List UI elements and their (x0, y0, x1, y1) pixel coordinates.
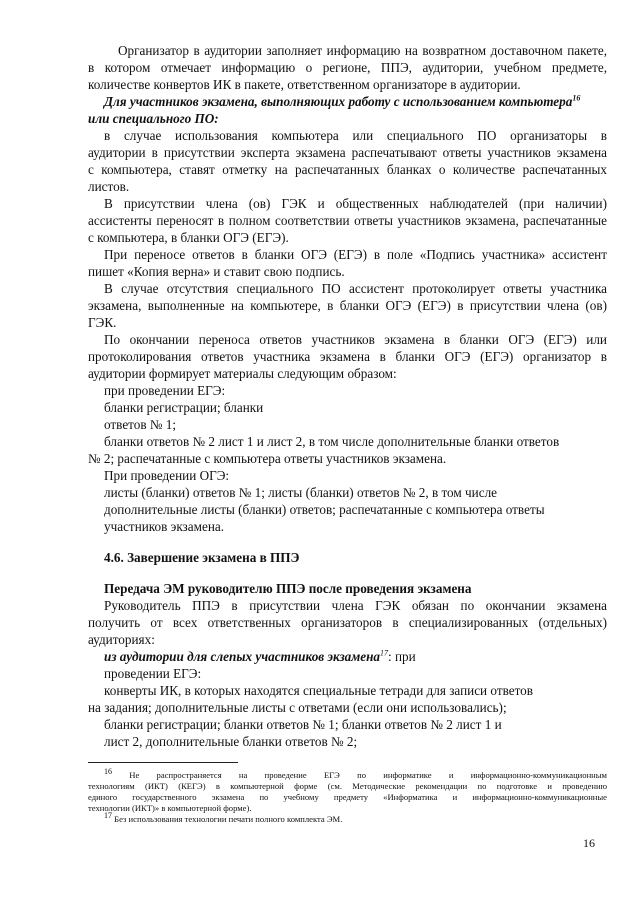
footnote-mark: 17 (104, 811, 112, 821)
list-line: проведении ЕГЭ: (104, 666, 202, 681)
paragraph-line: аудитории в присутствии эксперта экзамена распечатывают ответы участников экзамена (88, 145, 607, 160)
paragraph-line: пишет «Копия верна» и ставит свою подпись. (88, 264, 345, 279)
list-line: листы (бланки) ответов № 1; листы (бланки) ответов № 2, в том числе (104, 485, 498, 500)
lead-tail: : при (388, 649, 416, 664)
page-number: 16 (583, 836, 595, 850)
paragraph-line: количестве конвертов ИК в пакете, ответственном организаторе в аудитории. (88, 77, 521, 92)
paragraph-line: ассистенты переносят в полном соответствии ответы участников экзамена, распечатанные (88, 213, 607, 228)
paragraph-line: Организатор в аудитории заполняет информацию на возвратном доставочном пакете, (118, 43, 607, 58)
footnote-ref-17: 17 (380, 648, 388, 658)
subheading-text: Для участников экзамена, выполняющих работу с использованием компьютера (104, 94, 573, 109)
paragraph-line: аудитории формирует материалы следующим образом: (88, 366, 397, 381)
list-line: ответов № 1; (104, 417, 177, 432)
list-line: лист 2, дополнительные бланки ответов № 2; (104, 734, 358, 749)
list-line: бланки регистрации; бланки ответов № 1; бланки ответов № 2 лист 1 и (104, 717, 502, 732)
footnote-divider (88, 762, 238, 763)
list-line: при проведении ЕГЭ: (104, 383, 226, 398)
paragraph-line: экзамена, выполненные на компьютере, в бланки ОГЭ (ЕГЭ) в присутствии члена (ов) (88, 298, 607, 313)
list-line: дополнительные листы (бланки) ответов; распечатанные с компьютера ответы (104, 502, 545, 517)
paragraph-line: протоколирования ответов участника экзамена в бланки ОГЭ (ЕГЭ) организатор в (88, 349, 607, 364)
paragraph-line: в котором отмечает информацию о регионе, ППЭ, аудитории, учебном предмете, (88, 60, 607, 75)
section-heading: 4.6. Завершение экзамена в ППЭ (104, 550, 300, 565)
footnote-16-line: $^{16}$ Не распространяется на проведение ЕГЭ по информатике и информационно-коммуникационным (104, 767, 607, 780)
paragraph-line: В случае отсутствия специального ПО ассистент протоколирует ответы участника (104, 281, 607, 296)
italic-lead-line (104, 648, 416, 665)
paragraph-line: В присутствии члена (ов) ГЭК и общественных наблюдателей (при наличии) (104, 196, 607, 211)
section-subheading-cont: или специального ПО: (88, 111, 219, 126)
paragraph-line: аудиториях: (88, 632, 155, 647)
footnote-17-line: $^{17}$ Без использования технологии печати полного комплекта ЭМ. (104, 811, 343, 824)
paragraph-line: При переносе ответов в бланки ОГЭ (ЕГЭ) в поле «Подпись участника» ассистент (104, 247, 607, 262)
paragraph-line: с компьютера, в бланки ОГЭ (ЕГЭ). (88, 230, 289, 245)
footnote-16-line: технологии (ИКТ)» в компьютерной форме). (88, 803, 252, 813)
list-line: № 2; распечатанные с компьютера ответы участников экзамена. (88, 451, 447, 466)
list-line: бланки ответов № 2 лист 1 и лист 2, в том числе дополнительные бланки ответов (104, 434, 560, 449)
footnote-16-line: технологиям (ИКТ) (КЕГЭ) в компьютерной форме (см. Методические рекомендации по подготовке и проведению (88, 781, 607, 791)
paragraph-line: листов. (88, 179, 130, 194)
lead-text: из аудитории для слепых участников экзамена (104, 649, 380, 664)
list-line: конверты ИК, в которых находятся специальные тетради для записи ответов (104, 683, 534, 698)
footnote-ref-16: 16 (572, 93, 581, 103)
list-line: бланки регистрации; бланки (104, 400, 264, 415)
footnote-16-line: единого государственного экзамена по учебному предмету «Информатика и информационно-коммуникационные (88, 792, 607, 802)
list-line: участников экзамена. (104, 519, 225, 534)
subsection-heading: Передача ЭМ руководителю ППЭ после проведения экзамена (104, 581, 472, 596)
paragraph-line: По окончании переноса ответов участников экзамена в бланки ОГЭ (ЕГЭ) или (104, 332, 607, 347)
paragraph-line: в случае использования компьютера или специального ПО организаторы в (104, 128, 607, 143)
paragraph-line: Руководитель ППЭ в присутствии члена ГЭК обязан по окончании экзамена (104, 598, 607, 613)
list-line: При проведении ОГЭ: (104, 468, 230, 483)
paragraph-line: получить от всех ответственных организаторов в специализированных (отдельных) (88, 615, 607, 630)
footnote-mark: 16 (104, 767, 112, 777)
paragraph-line: с компьютера, ставят отметку на распечатанных бланках о количестве распечатанных (88, 162, 607, 177)
section-subheading (104, 93, 580, 110)
list-line: на задания; дополнительные листы с ответами (если они использовались); (88, 700, 507, 715)
paragraph-line: ГЭК. (88, 315, 117, 330)
